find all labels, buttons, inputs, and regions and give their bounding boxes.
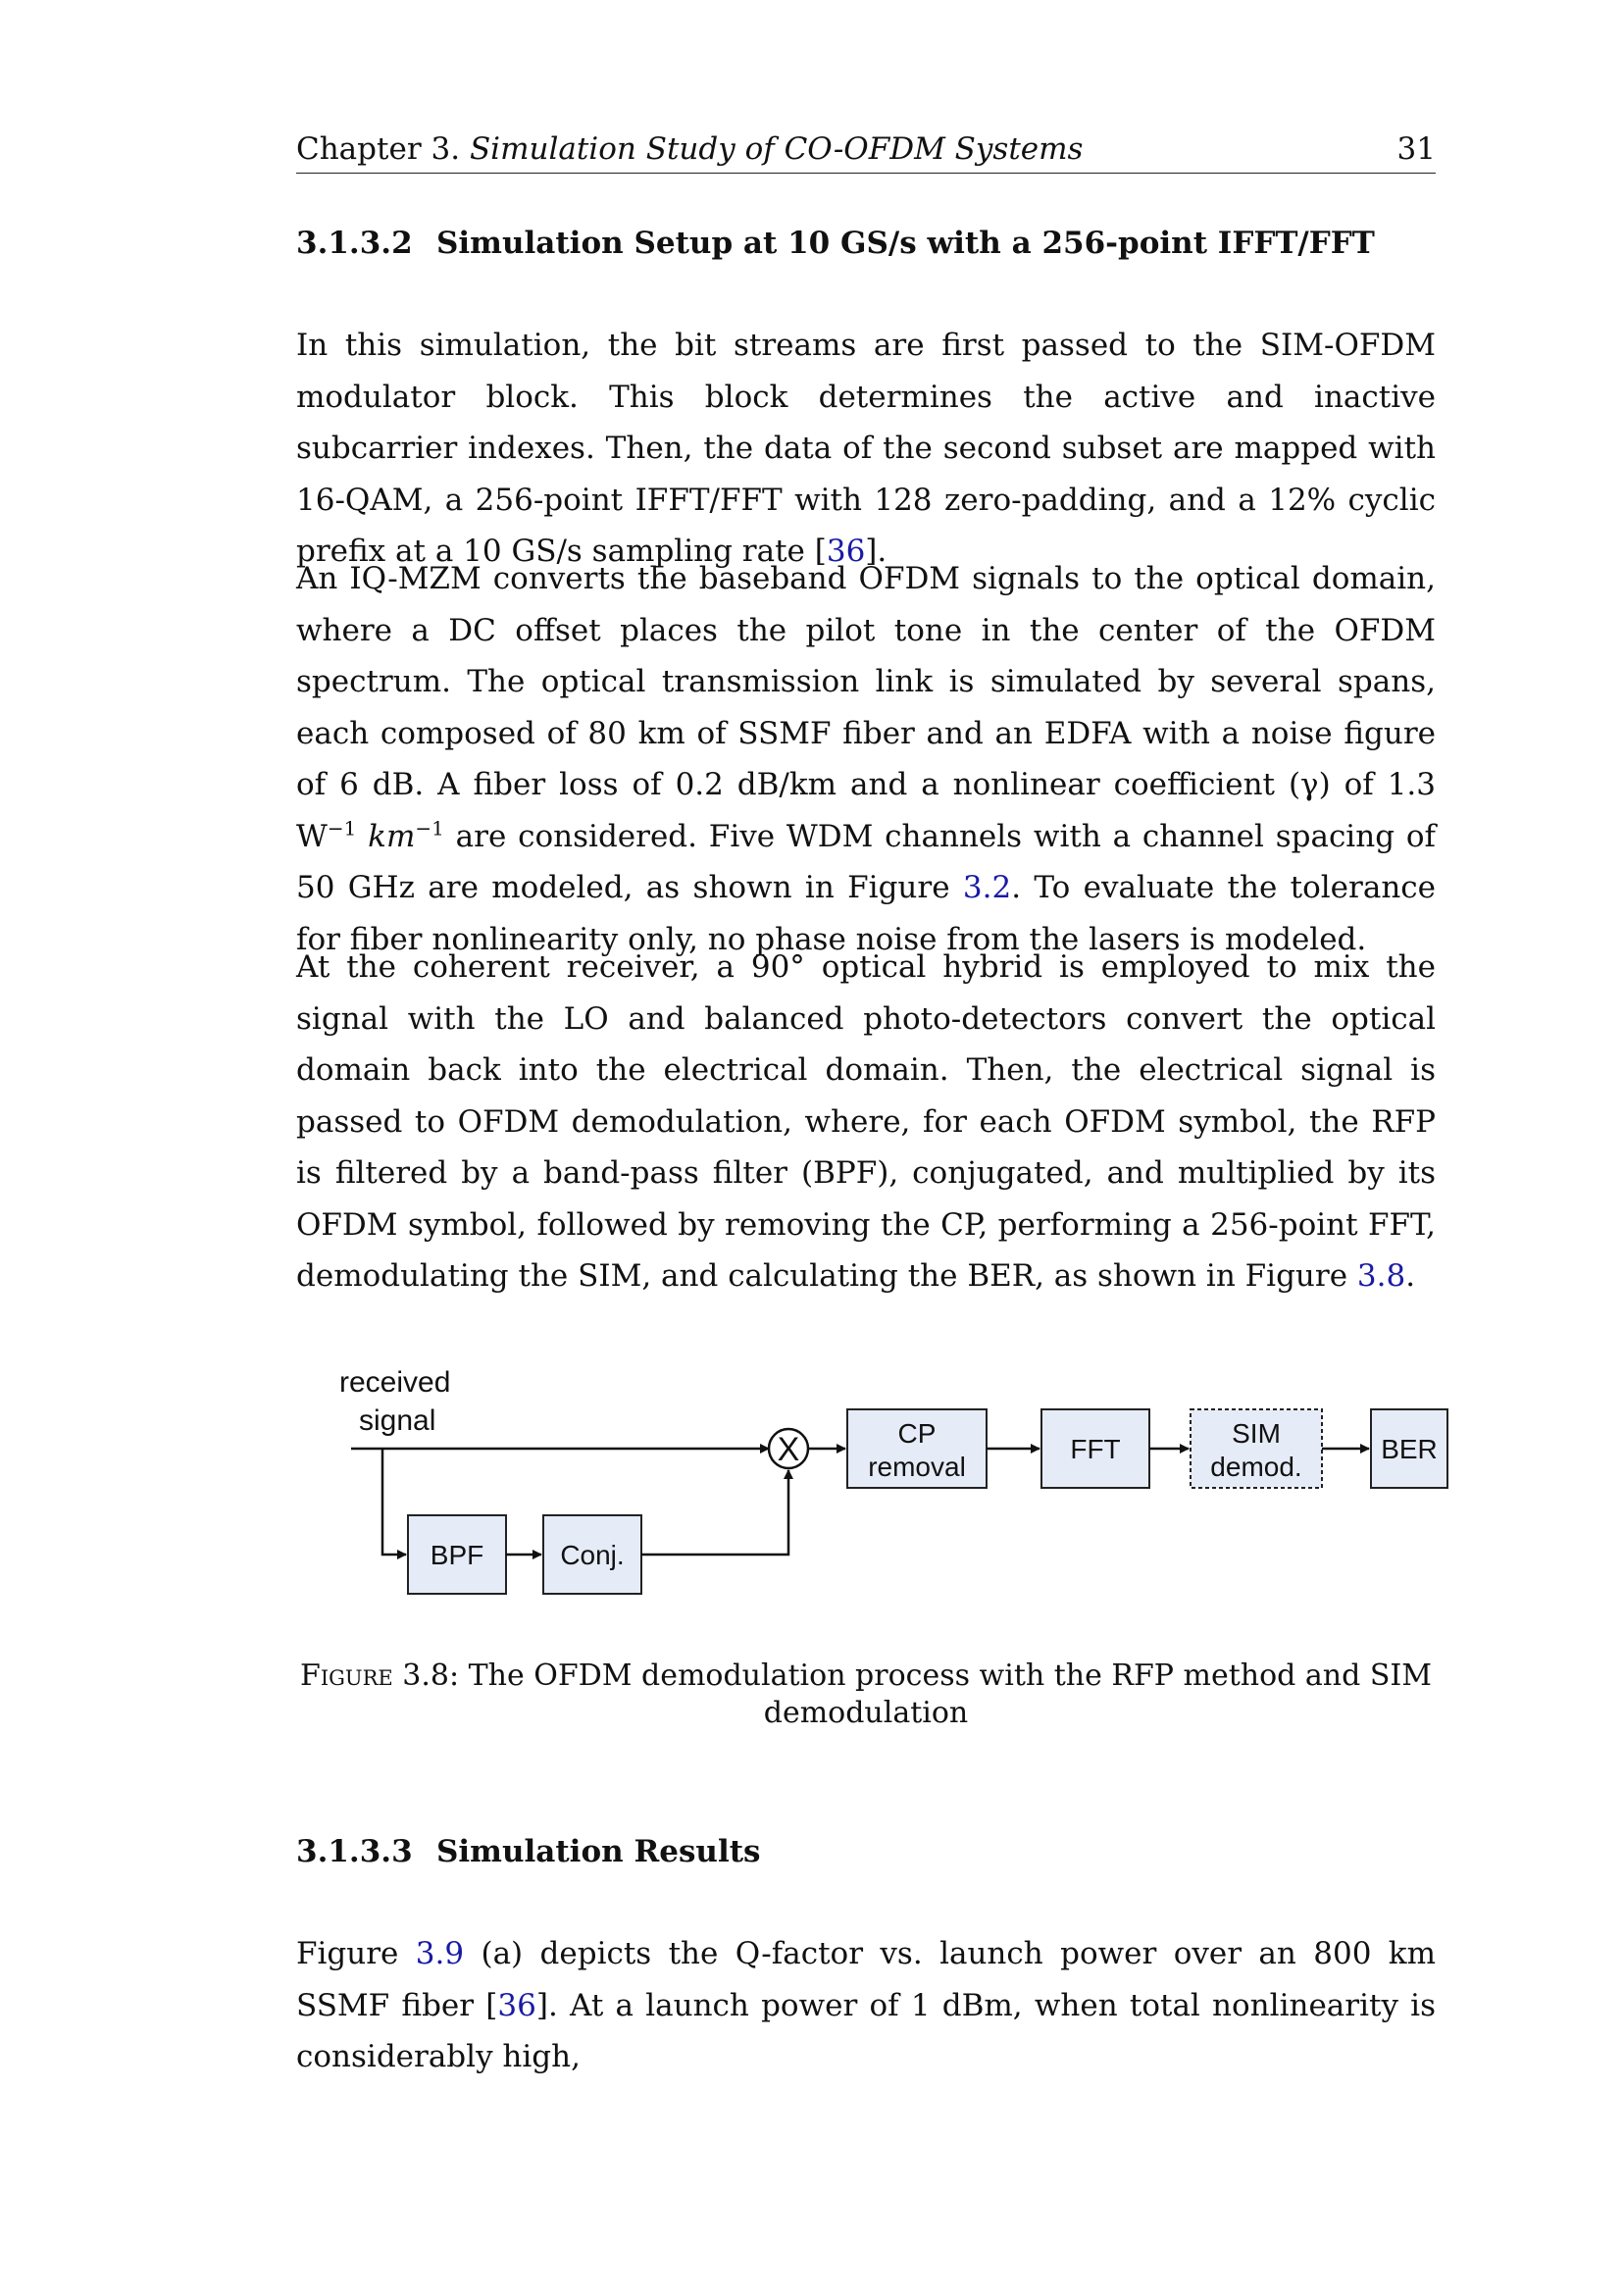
input-label-signal: signal: [359, 1404, 436, 1437]
fft-label: FFT: [1070, 1434, 1121, 1464]
demod-label: demod.: [1210, 1452, 1302, 1482]
paragraph-1: In this simulation, the bit streams are first passed to the SIM-OFDM modulator block. This block determines the active and inactive subcarrier indexes. Then, the data of the second subset are mapped with 16-QAM, a 256-point IFFT/FFT with 128 zero-padding, and a 12% cyclic prefix at a 10 GS/s sampling rate [36].: [296, 328, 1436, 569]
caption-text: The OFDM demodulation process with the RFP method and SIM: [468, 1658, 1432, 1693]
figure-3-8-diagram: [339, 1358, 1438, 1613]
page-number: 31: [1396, 131, 1436, 167]
section-heading-3-1-3-3: [296, 1832, 761, 1871]
section-number: 3.1.3.2: [296, 226, 413, 261]
arrow-conj-multiplier: [641, 1470, 788, 1555]
conj-label: Conj.: [560, 1540, 625, 1570]
input-label-received: received: [339, 1366, 451, 1399]
page: [296, 0, 1436, 2296]
sim-label: SIM: [1232, 1418, 1281, 1449]
citation-link[interactable]: 36: [497, 1987, 536, 2023]
figure-link[interactable]: 3.9: [415, 1936, 465, 1971]
cp-label: CP: [897, 1418, 937, 1449]
citation-link[interactable]: 36: [826, 534, 866, 569]
branch-line: [382, 1449, 406, 1555]
paragraph-4: Figure 3.9 (a) depicts the Q-factor vs. launch power over an 800 km SSMF fiber [36]. At a launch power of 1 dBm, when total nonlinearity is considerably high,: [296, 1936, 1437, 2074]
section-title: Simulation Results: [436, 1834, 761, 1869]
running-header: [296, 129, 1436, 174]
bpf-label: BPF: [430, 1540, 484, 1570]
removal-label: removal: [868, 1452, 966, 1482]
caption-text-line-2: demodulation: [763, 1696, 969, 1730]
section-number: 3.1.3.3: [296, 1834, 413, 1869]
chapter-title: Simulation Study of CO-OFDM Systems: [469, 131, 1084, 167]
chapter-heading: Chapter 3. Simulation Study of CO-OFDM Systems: [296, 131, 1084, 167]
ber-label: BER: [1381, 1434, 1438, 1464]
figure-caption: [296, 1658, 1436, 1732]
paragraph-3: At the coherent receiver, a 90° optical hybrid is employed to mix the signal with the LO and balanced photo-detectors convert the optical domain back into the electrical domain. Then, the electrical signal is passed to OFDM demodulation, where, for each OFDM symbol, the RFP is filtered by a band-pass filter (BPF), conjugated, and multiplied by its OFDM symbol, followed by removing the CP, performing a 256-point FFT, demodulating the SIM, and calculating the BER, as shown in Figure 3.8.: [296, 949, 1436, 1294]
paragraph-2: An IQ-MZM converts the baseband OFDM signals to the optical domain, where a DC offset places the pilot tone in the center of the OFDM spectrum. The optical transmission link is simulated by several spans, each composed of 80 km of SSMF fiber and an EDFA with a noise figure of 6 dB. A fiber loss of 0.2 dB/km and a nonlinear coefficient (γ) of 1.3 $W^{-1}$ $km^{-1}$ are considered. Five WDM channels with a channel spacing of 50 GHz are modeled, as shown in Figure 3.2. To evaluate the tolerance for fiber nonlinearity only, no phase noise from the lasers is modeled.: [296, 561, 1436, 957]
figure-link[interactable]: 3.8: [1356, 1258, 1406, 1294]
section-heading-3-1-3-2: [296, 224, 1375, 263]
caption-label: Figure 3.8:: [300, 1658, 460, 1693]
section-title: Simulation Setup at 10 GS/s with a 256-point IFFT/FFT: [436, 226, 1375, 261]
multiplier-symbol: X: [777, 1431, 800, 1468]
figure-link[interactable]: 3.2: [962, 870, 1012, 905]
